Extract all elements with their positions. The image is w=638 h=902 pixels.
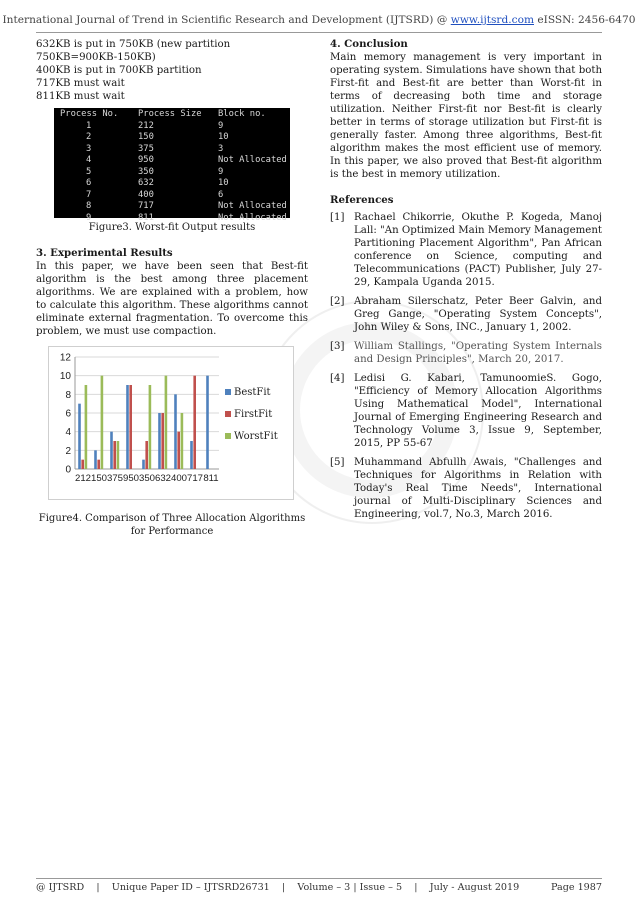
section3-heading: 3. Experimental Results [36,247,173,259]
y-tick-label: 6 [65,408,71,420]
console-cell: 5 [86,166,92,177]
x-tick-label: 375 [106,473,124,484]
console-cell: 9 [86,212,92,223]
reference-text: William Stallings, "Operating System Internals and Design Principles", March 20, 2017. [354,341,602,365]
figure4-caption: Figure4. Comparison of Three Allocation Algorithms for Performance [38,513,306,537]
x-tick-label: 350 [138,473,156,484]
reference-text: Muhammand Abfullh Awais, "Challenges and Techniques for Algorithms in Relation with Today's Real Time Needs", International journal of Multi-Disciplinary Sciences and Engineering, vol.7, No.3, March 2016. [354,457,602,520]
reference-number: [5] [330,457,345,468]
bar-firstfit [193,376,196,469]
x-tick-label: 811 [203,473,219,484]
console-cell: 10 [218,178,229,188]
console-cell: 7 [86,189,92,200]
console-cell: 3 [86,143,92,154]
reference-text: Rachael Chikorrie, Okuthe P. Kogeda, Manoj Lall: "An Optimized Main Memory Management Partitioning Placement Algorithm", Pan African conference on Science, computing and Telecommunications (PACT) Publisher, July 27-29, Kampala Uganda 2015. [354,212,602,288]
running-footer [36,882,602,893]
legend-swatch [225,389,231,395]
console-cell: Not Allocated [218,212,287,223]
console-header-row [54,109,290,121]
bar-firstfit [145,441,148,469]
console-cell: 4 [86,155,92,165]
header-issn: eISSN: 2456-6470 [534,14,636,26]
bar-bestfit [206,376,209,469]
reference-number: [4] [330,373,345,384]
console-cell: 811 [138,212,154,223]
bar-bestfit [158,413,161,469]
right-column [330,38,602,527]
legend-swatch [225,433,231,439]
chart-svg [49,347,293,499]
y-tick-label: 8 [65,389,71,401]
console-cell: 6 [86,178,92,188]
x-tick-label: 717 [186,473,204,484]
x-tick-label: 212 [74,473,92,484]
console-cell: 350 [138,166,154,177]
bar-bestfit [110,432,113,469]
bar-firstfit [177,432,180,469]
reference-text: Abraham Silerschatz, Peter Beer Galvin, and Greg Gange, "Operating System Concepts", John Wiley & Sons, INC., January 1, 2002. [354,296,602,333]
text-line: 400KB is put in 700KB partition [36,65,202,76]
x-tick-label: 950 [122,473,140,484]
console-cell: 400 [138,189,154,200]
console-cell: 2 [86,132,92,142]
reference-item [330,295,602,334]
bar-bestfit [190,441,193,469]
comparison-bar-chart [48,346,294,500]
bar-bestfit [174,394,177,469]
left-column [36,38,308,538]
running-header [0,14,638,26]
header-rule [36,32,602,33]
x-tick-label: 150 [90,473,108,484]
text-line: 717KB must wait [36,78,125,89]
console-cell: 9 [218,166,224,177]
bar-bestfit [126,385,129,469]
reference-item [330,340,602,366]
console-cell: 632 [138,178,154,188]
legend-swatch [225,411,231,417]
console-cell: 8 [86,201,92,211]
console-row [54,155,290,167]
bar-worstfit [149,385,152,469]
reference-item [330,211,602,289]
console-cell: 717 [138,201,154,211]
bar-worstfit [101,376,104,469]
bar-worstfit [165,376,168,469]
console-row [54,121,290,133]
bar-worstfit [181,413,184,469]
bar-bestfit [142,460,145,469]
footer-rule [36,878,602,879]
reference-number: [1] [330,212,345,223]
console-cell: Not Allocated [218,155,287,165]
y-tick-label: 0 [65,464,71,476]
worst-fit-console-output [54,108,290,223]
console-cell: 3 [218,143,224,154]
bar-firstfit [113,441,116,469]
console-cell: 150 [138,132,154,142]
reference-text: Ledisi G. Kabari, TamunoomieS. Gogo, "Efficiency of Memory Allocation Algorithms Using Mathematical Model", International Journal of Emerging Engineering Research and Technology Volume 3, Issue 9, September, 2015, PP 55-67 [354,373,602,449]
console-row [54,190,290,202]
x-tick-label: 400 [170,473,188,484]
console-cell: 10 [218,132,229,142]
y-tick-label: 4 [65,427,71,439]
console-row [54,178,290,190]
bar-worstfit [85,385,88,469]
reference-item [330,456,602,521]
y-tick-label: 12 [59,352,71,364]
x-tick-label: 632 [154,473,172,484]
console-cell: 6 [218,189,224,200]
console-cell: 1 [86,120,92,131]
references-list [330,211,602,521]
console-row [54,132,290,144]
bar-bestfit [78,404,81,469]
reference-number: [3] [330,341,345,352]
bar-firstfit [81,460,84,469]
console-row [54,201,290,213]
bar-firstfit [161,413,164,469]
section3-paragraph: In this paper, we have been seen that Best-fit algorithm is the best among three placement algorithms. We are explained with a problem, how to calculate this algorithm. These algorithms cannot eliminate external fragmentation. To overcome this problem, we must use compaction. [36,261,308,337]
console-row [54,167,290,179]
text-line: 811KB must wait [36,91,125,102]
y-tick-label: 10 [59,371,71,383]
legend-label: FirstFit [234,409,273,420]
footer-info: @ IJTSRD | Unique Paper ID – IJTSRD26731 | Volume – 3 | Issue – 5 | July - August 2019 [36,882,520,893]
figure3-caption: Figure3. Worst-fit Output results [88,222,256,233]
console-cell: 375 [138,143,154,154]
page-number: Page 1987 [550,882,602,893]
console-cell: 950 [138,155,154,165]
reference-number: [2] [330,296,345,307]
console-cell: 212 [138,120,154,131]
y-tick-label: 2 [65,445,71,457]
console-cell: Block no. [218,109,266,119]
bar-firstfit [129,385,132,469]
section4-heading: 4. Conclusion [330,38,408,50]
bar-worstfit [117,441,120,469]
section4-paragraph: Main memory management is very important in operating system. Simulations have shown that both First-fit and Best-fit are better than Worst-fit in terms of decreasing both time and storage utilization. Neither First-fit nor Best-fit is clearly better in terms of storage utilization but First-fit is generally faster. Among three algorithms, Best-fit algorithm makes the most efficient use of memory. In this paper, we also proved that Best-fit algorithm is the best in memory utilization. [330,52,602,180]
header-text: International Journal of Trend in Scientific Research and Development (IJTSRD) @ [2,14,451,26]
console-cell: Process Size [138,109,202,119]
console-cell: Not Allocated [218,201,287,211]
references-heading: References [330,194,394,206]
console-cell: 9 [218,120,224,131]
bar-firstfit [97,460,100,469]
bar-bestfit [94,450,97,469]
legend-label: WorstFit [234,431,278,442]
text-line: 632KB is put in 750KB (new partition 750KB=900KB-150KB) [36,39,231,63]
legend-label: BestFit [234,387,271,398]
console-cell: Process No. [60,109,119,119]
reference-item [330,372,602,450]
journal-link[interactable]: www.ijtsrd.com [450,14,534,26]
console-row [54,144,290,156]
